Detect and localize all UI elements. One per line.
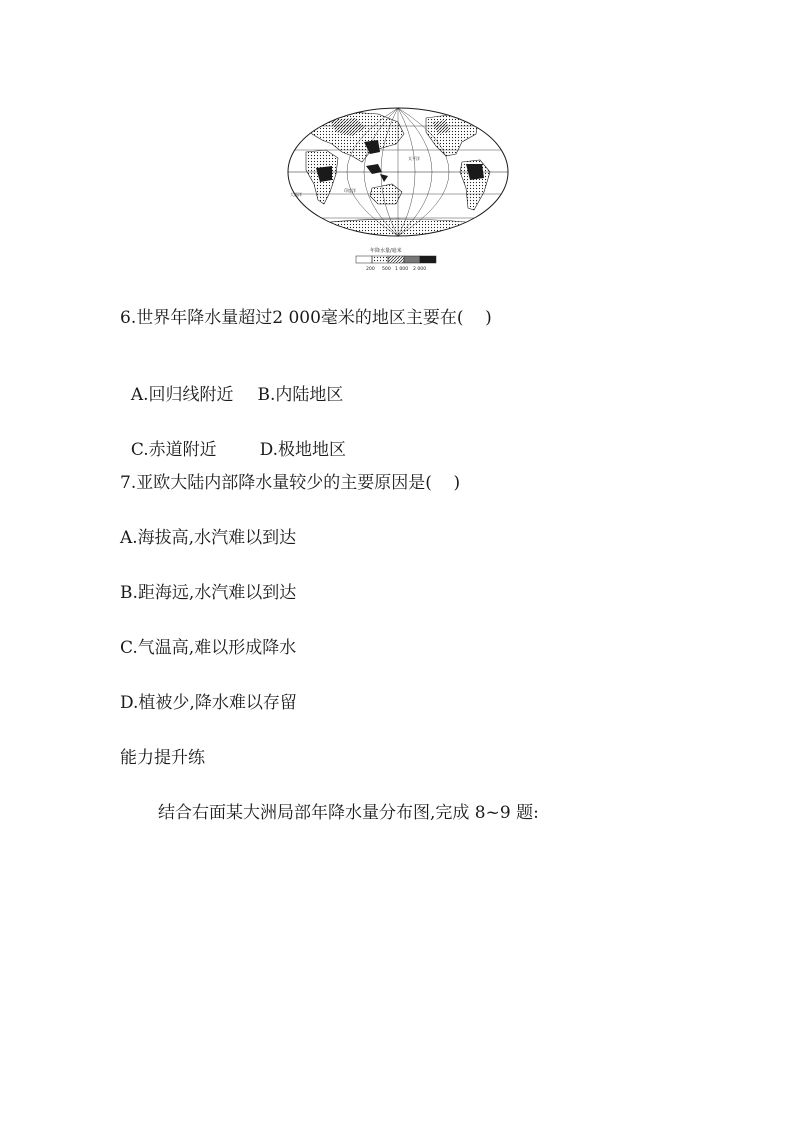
question-6-option-a[interactable]: A.回归线附近 <box>130 385 234 405</box>
question-6-stem: 6.世界年降水量超过2 000毫米的地区主要在( ) <box>120 308 492 328</box>
legend-tick-1000: 1 000 <box>395 267 409 272</box>
question-6-options-cd <box>120 417 346 461</box>
question-7-stem: 7.亚欧大陆内部降水量较少的主要原因是( ) <box>120 473 461 493</box>
ocean-label-indian: 印度洋 <box>344 188 356 193</box>
world-precipitation-map <box>286 100 510 280</box>
ocean-label-pacific: 太平洋 <box>408 156 420 161</box>
graticule <box>286 108 510 240</box>
question-7-option-d[interactable]: D.植被少,降水难以存留 <box>120 693 297 713</box>
question-6-option-d[interactable]: D.极地地区 <box>259 440 347 460</box>
question-6-options-ab <box>120 362 343 406</box>
question-6-option-b[interactable]: B.内陆地区 <box>257 385 344 405</box>
question-7-option-c[interactable]: C.气温高,难以形成降水 <box>120 638 297 658</box>
legend-swatches <box>356 256 436 263</box>
section-intro: 结合右面某大洲局部年降水量分布图,完成 8~9 题: <box>158 803 539 823</box>
continent-antarctica <box>294 219 502 240</box>
map-figure <box>286 100 510 280</box>
legend-tick-500: 500 <box>382 267 391 272</box>
legend-tick-200: 200 <box>366 267 375 272</box>
ocean-label-atlantic: 大西洋 <box>290 192 302 197</box>
legend-tick-2000: 2 000 <box>413 267 427 272</box>
question-7-option-b[interactable]: B.距海远,水汽难以到达 <box>120 583 297 603</box>
legend-title: 年降水量/毫米 <box>370 248 402 254</box>
section-heading: 能力提升练 <box>120 748 205 768</box>
question-7-option-a[interactable]: A.海拔高,水汽难以到达 <box>120 528 297 548</box>
question-6-option-c[interactable]: C.赤道附近 <box>130 440 217 460</box>
